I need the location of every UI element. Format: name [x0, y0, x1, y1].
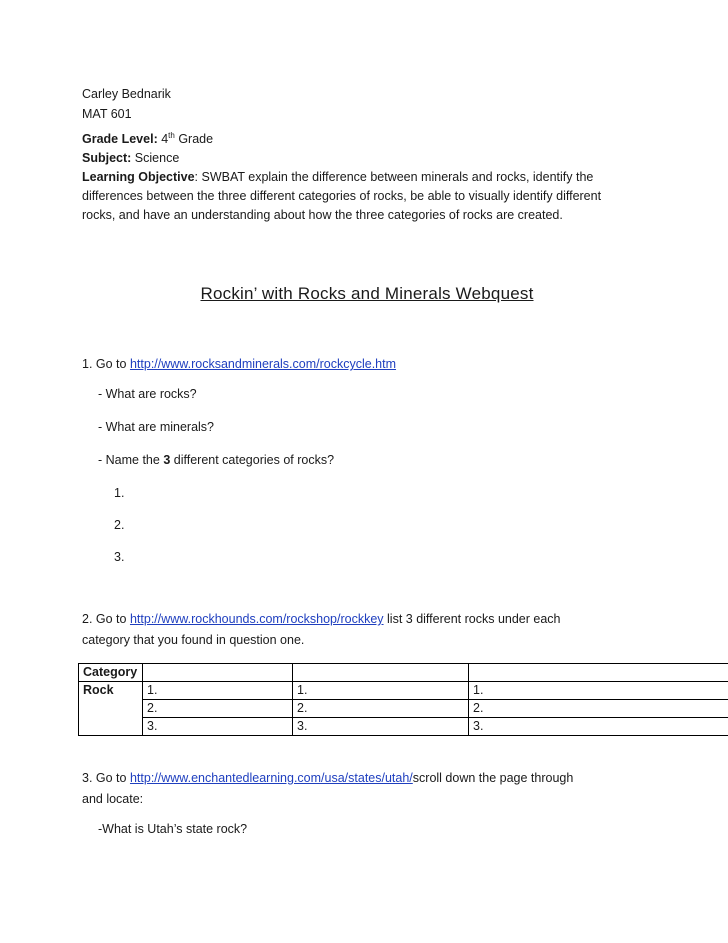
rock-label: Rock: [83, 683, 114, 697]
category-label: Category: [83, 665, 138, 679]
learning-objective-line-2: differences between the three different categories of rocks, be able to visually identify different: [82, 189, 602, 203]
question-3-line-2: and locate:: [82, 792, 144, 806]
question-2-link[interactable]: http://www.rockhounds.com/rockshop/rockkey: [129, 612, 384, 626]
category-item-3: 3.: [114, 550, 125, 564]
lesson-meta: [82, 130, 652, 225]
question-2-prefix: 2. Go to: [82, 612, 127, 626]
learning-objective-line-3: rocks, and have an understanding about how the three categories of rocks are created.: [82, 208, 563, 222]
question-1-prompt: [82, 354, 652, 375]
question-1-sub-3: [98, 453, 334, 467]
question-2: [82, 609, 652, 651]
category-item-2: 2.: [114, 518, 125, 532]
question-3-sub-1: -What is Utah’s state rock?: [98, 822, 248, 836]
question-3-prompt: [82, 768, 652, 789]
table-cell[interactable]: 3.: [293, 718, 469, 736]
question-1-sub-1: - What are rocks?: [98, 387, 197, 401]
grade-level: [82, 130, 652, 149]
question-1-sub-3-pre: - Name the: [98, 453, 160, 467]
objective-label: Learning Objective: [82, 170, 195, 184]
question-1-sub-3-bold: 3: [163, 453, 171, 467]
category-header-cell: [79, 664, 143, 682]
table-cell[interactable]: 1.: [293, 682, 469, 700]
course-code: MAT 601: [82, 107, 132, 121]
table-cell[interactable]: [143, 664, 293, 682]
question-1-sub-3-post: different categories of rocks?: [173, 453, 335, 467]
subject: [82, 149, 652, 168]
table-row: [79, 718, 728, 736]
subject-label: Subject:: [82, 151, 132, 165]
subject-value: Science: [134, 151, 180, 165]
table-cell[interactable]: 3.: [143, 718, 293, 736]
table-row: [79, 682, 728, 700]
rock-header-cell: [79, 682, 143, 700]
question-2-suffix: list 3 different rocks under each: [387, 612, 561, 626]
table-cell[interactable]: [293, 664, 469, 682]
table-cell[interactable]: 2.: [469, 700, 728, 718]
question-1-prefix: 1. Go to: [82, 357, 127, 371]
table-cell[interactable]: 3.: [469, 718, 728, 736]
table-cell: [79, 718, 143, 736]
grade-suffix: Grade: [178, 132, 214, 146]
table-cell[interactable]: 1.: [143, 682, 293, 700]
question-3-suffix: scroll down the page through: [412, 771, 574, 785]
objective-text-1: : SWBAT explain the difference between minerals and rocks, identify the: [194, 170, 594, 184]
table-cell[interactable]: 2.: [293, 700, 469, 718]
question-2-line-2: category that you found in question one.: [82, 633, 305, 647]
learning-objective-line-1: [82, 168, 652, 187]
question-2-prompt: [82, 609, 652, 630]
rock-category-table: [78, 663, 728, 736]
header-block: [82, 84, 652, 124]
table-cell[interactable]: 1.: [469, 682, 728, 700]
question-3-link[interactable]: http://www.enchantedlearning.com/usa/states/utah/: [129, 771, 413, 785]
grade-number: 4: [161, 132, 169, 146]
document-page: [82, 84, 652, 836]
category-item-1: 1.: [114, 486, 125, 500]
table-cell: [79, 700, 143, 718]
question-3: [82, 768, 652, 810]
question-1-sub-2: - What are minerals?: [98, 420, 215, 434]
webquest-title: Rockin’ with Rocks and Minerals Webquest: [200, 284, 534, 303]
table-header-row: [79, 664, 728, 682]
grade-level-label: Grade Level:: [82, 132, 158, 146]
table-row: [79, 700, 728, 718]
question-1-link[interactable]: http://www.rocksandminerals.com/rockcycle.htm: [129, 357, 397, 371]
author-name: Carley Bednarik: [82, 87, 171, 101]
question-3-prefix: 3. Go to: [82, 771, 127, 785]
table-cell[interactable]: 2.: [143, 700, 293, 718]
question-1: [82, 354, 652, 375]
grade-superscript: th: [168, 130, 175, 140]
table-cell[interactable]: [469, 664, 728, 682]
